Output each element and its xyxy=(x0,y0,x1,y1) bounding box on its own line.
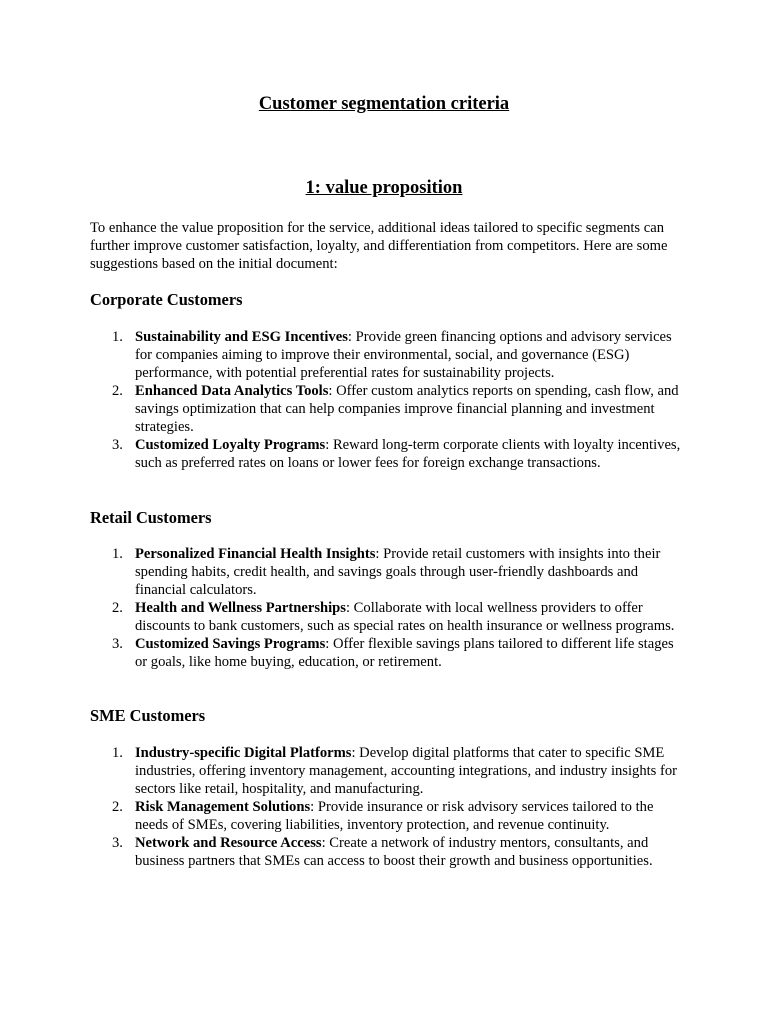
list-retail-customers xyxy=(90,545,682,671)
item-lead: Industry-specific Digital Platforms xyxy=(135,745,352,761)
item-text: : Collaborate with local wellness providers to offer discounts to bank customers, such as special rates on health insurance or wellness programs. xyxy=(135,600,675,634)
item-lead: Personalized Financial Health Insights xyxy=(135,546,376,562)
list-item xyxy=(90,328,682,382)
list-item xyxy=(90,635,682,671)
item-lead: Health and Wellness Partnerships xyxy=(135,600,346,616)
item-lead: Enhanced Data Analytics Tools xyxy=(135,383,329,399)
list-number: 2. xyxy=(112,799,123,815)
list-item xyxy=(90,382,682,436)
list-corporate-customers xyxy=(90,328,682,472)
list-number: 3. xyxy=(112,835,123,851)
item-lead: Sustainability and ESG Incentives xyxy=(135,329,348,345)
list-number: 3. xyxy=(112,636,123,652)
item-text: : Provide green financing options and advisory services for companies aiming to improve their environmental, social, and governance (ESG) performance, with potential preferential rates for sustainability projects. xyxy=(135,329,672,381)
list-number: 2. xyxy=(112,383,123,399)
list-number: 3. xyxy=(112,437,123,453)
heading-corporate-customers: Corporate Customers xyxy=(90,290,243,309)
list-item xyxy=(90,834,682,870)
item-text: : Offer flexible savings plans tailored to different life stages or goals, like home buying, education, or retirement. xyxy=(135,636,674,670)
intro-paragraph: To enhance the value proposition for the service, additional ideas tailored to specific segments can further improve customer satisfaction, loyalty, and differentiation from competitors. Here are some suggestions based on the initial document: xyxy=(90,220,668,272)
item-text: : Develop digital platforms that cater to specific SME industries, offering inventory management, accounting integrations, and industry insights for sectors like retail, hospitality, and manufacturing. xyxy=(135,745,678,797)
document-title: Customer segmentation criteria xyxy=(258,94,510,114)
item-text: : Reward long-term corporate clients with loyalty incentives, such as preferred rates on loans or lower fees for foreign exchange transactions. xyxy=(135,437,681,471)
list-number: 1. xyxy=(112,745,123,761)
list-item xyxy=(90,545,682,599)
section-title: 1: value proposition xyxy=(305,178,463,198)
item-text: : Create a network of industry mentors, consultants, and business partners that SMEs can access to boost their growth and business opportunities. xyxy=(135,835,653,869)
heading-retail-customers: Retail Customers xyxy=(90,508,212,527)
list-item xyxy=(90,798,682,834)
list-sme-customers xyxy=(90,744,682,870)
item-lead: Customized Loyalty Programs xyxy=(135,437,326,453)
list-number: 2. xyxy=(112,600,123,616)
list-number: 1. xyxy=(112,329,123,345)
item-lead: Network and Resource Access xyxy=(135,835,322,851)
item-text: : Provide insurance or risk advisory services tailored to the needs of SMEs, covering liabilities, inventory protection, and revenue continuity. xyxy=(135,799,654,833)
list-item xyxy=(90,744,682,798)
list-number: 1. xyxy=(112,546,123,562)
item-lead: Risk Management Solutions xyxy=(135,799,311,815)
item-text: : Provide retail customers with insights into their spending habits, credit health, and savings goals through user-friendly dashboards and financial calculators. xyxy=(135,546,661,598)
item-text: : Offer custom analytics reports on spending, cash flow, and savings optimization that can help companies improve financial planning and investment strategies. xyxy=(135,383,679,435)
list-item xyxy=(90,436,682,472)
list-item xyxy=(90,599,682,635)
item-lead: Customized Savings Programs xyxy=(135,636,326,652)
heading-sme-customers: SME Customers xyxy=(90,706,206,725)
